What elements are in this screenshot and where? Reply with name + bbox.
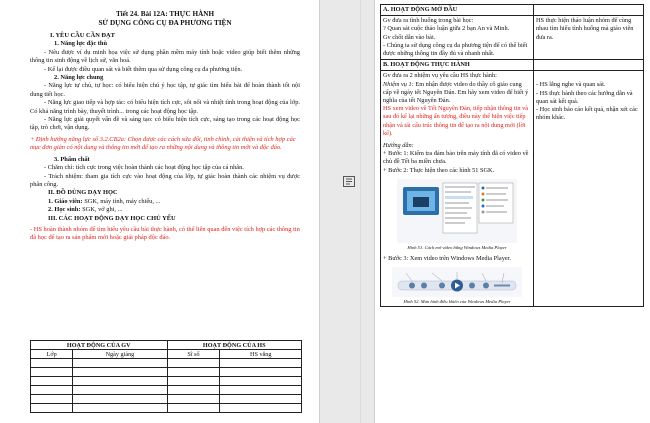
table-row: [31, 377, 302, 386]
task-1-label: Nhiệm vụ 1:: [383, 80, 414, 88]
paragraph: Gv đưa ra 2 nhiệm vụ yêu cầu HS thực hành:: [383, 72, 497, 80]
materials-student-text: SGK, vở ghi, ...: [80, 206, 123, 214]
lesson-title: Tiết 24. Bài 12A: THỰC HÀNH: [115, 10, 215, 18]
task-1-text: Em nhận được video do thầy cô giáo cung cấp về ngày tết Nguyên Đán. Em hãy xem video để biết ý nghĩa của tết Nguyên Đán.: [383, 80, 529, 105]
table-row: [31, 386, 302, 395]
paragraph: - Chăm chỉ: tích cực trong việc hoàn thành các hoạt động học tập của cá nhân.: [44, 164, 244, 172]
paragraph: ? Quan sát cuộc thảo luận giữa 2 bạn An và Minh.: [383, 25, 510, 33]
step-1: + Bước 1: Kiểm tra đảm bảo trên máy tính đã có video về chủ đề Tết ba miền chưa.: [383, 150, 529, 166]
section-b-teacher: [381, 71, 534, 307]
materials-teacher-label: 1. Giáo viên:: [48, 197, 83, 205]
subheading-specific-competence: 1. Năng lực đặc thù: [54, 40, 108, 48]
section-a-student: HS thực hiện thảo luận nhóm để cùng nhau tìm hiểu tình huống mà giáo viên đưa ra.: [534, 16, 644, 60]
section-b-student: [534, 71, 644, 307]
digital-competence-note: + Định hướng năng lực số 3.2.CB2a: Chọn được các cách sửa đổi, tinh chỉnh, cải thiện và tích hợp các mục đơn giản có nội dung và thông tin mới để tạo ra những nội dung và thông tin mới và độc đáo.: [30, 135, 296, 152]
document-page-left: [0, 0, 320, 423]
materials-student-label: 2. Học sinh:: [48, 206, 81, 214]
paragraph: - Trách nhiệm: tham gia tích cực vào hoạt động của lớp, tự giác hoàn thành các nhiệm vụ được phân công.: [30, 172, 300, 188]
table-col-count: Sĩ số: [167, 350, 220, 359]
materials-teacher-text: SGK, máy tính, máy chiếu, ...: [82, 197, 161, 205]
figure-52-image: [392, 267, 522, 297]
section-heading-requirements: I. YÊU CẦU CẦN ĐẠT: [50, 32, 115, 39]
section-heading-materials: II. ĐỒ DÙNG DẠY HỌC: [48, 189, 118, 197]
figure-52-caption: Hình 52. Màn hình điều khiển của Windows Media Player: [403, 299, 511, 305]
section-a-heading: A. HOẠT ĐỘNG MỞ ĐẦU: [381, 5, 534, 16]
table-row: [31, 404, 302, 413]
paragraph: - HS lắng nghe và quan sát.: [536, 81, 606, 89]
step-3: + Bước 3: Xem video trên Windows Media Player.: [383, 254, 511, 262]
paragraph: - Nêu được ví dụ minh họa việc sử dụng phần mềm máy tính hoặc video giúp biết thêm những thông tin sinh động về lịch sử, văn hoá.: [30, 48, 300, 65]
materials-student: [30, 206, 300, 214]
paragraph: Gv chốt dẫn vào bài.: [383, 33, 436, 41]
table-head-teacher: HOẠT ĐỘNG CỦA GV: [31, 341, 168, 350]
step-2: + Bước 2: Thực hiện theo các hình 51 SGK.: [383, 166, 495, 174]
paragraph: - Năng lực giải quyết vấn đề và sáng tạo: có biểu hiện tích cực, sáng tạo trong các hoạt động học tập, trò chơi, vận dụng.: [30, 116, 300, 132]
subheading-general-competence: 2. Năng lực chung: [54, 74, 104, 82]
section-a-teacher: [381, 16, 534, 60]
table-row: [31, 395, 302, 404]
paragraph: - Năng lực giao tiếp và hợp tác: có biểu hiện tích cực, sôi nổi và nhiệt tình trong hoạt động của lớp. Có khả năng trình bày, thuyết trình... trong các hoạt động học tập.: [30, 99, 300, 115]
table-row: [31, 359, 302, 368]
materials-teacher: [30, 198, 300, 206]
guide-heading: Hướng dẫn:: [383, 142, 414, 150]
section-b-heading: B. HOẠT ĐỘNG THỰC HÀNH: [381, 60, 534, 71]
table-head-student: HOẠT ĐỘNG CỦA HS: [167, 341, 302, 350]
table-row: [31, 368, 302, 377]
activities-table: [380, 4, 644, 307]
paragraph: Gv đưa ra tình huống trong bài học:: [383, 17, 474, 25]
paragraph: - Chúng ta sử dụng công cụ đa phương tiện để có thể biết được những thông tin đầy đủ và nhanh nhất.: [383, 41, 528, 58]
activity-note: - HS hoàn thành nhóm để tìm hiểu yêu cầu bài thực hành, có thể liên quan đến việc tích hợp các thông tin đã học để tạo ra sản phẩm mới hoặc giải pháp độc đáo.: [30, 225, 300, 242]
task-1: [383, 81, 531, 106]
figure-51-image: [397, 179, 517, 243]
paragraph: - HS thực hành theo các hướng dẫn và quan sát kết quả.: [536, 89, 633, 105]
paragraph: - Năng lực tự chủ, tự học: có biểu hiện chú ý học tập, tự giác tìm hiểu bài để hoàn thành tốt nội dung tiết học.: [30, 82, 300, 98]
activity-table: [30, 340, 302, 413]
table-col-date: Ngày giảng: [73, 350, 167, 359]
table-col-class: Lớp: [31, 350, 73, 359]
subheading-qualities: 3. Phẩm chất: [54, 155, 90, 163]
paragraph: - Kể lại được điều quan sát và biết thêm qua sử dụng công cụ đa phương tiện.: [44, 65, 243, 73]
section-heading-activities: III. CÁC HOẠT ĐỘNG DẠY HỌC CHỦ YẾU: [48, 214, 176, 222]
comment-list-icon[interactable]: [343, 176, 357, 188]
lesson-plan-body: [30, 10, 300, 243]
paragraph: - Học sinh báo cáo kết quả, nhận xét các nhóm khác.: [536, 106, 638, 122]
lesson-subtitle: SỬ DỤNG CÔNG CỤ ĐA PHƯƠNG TIỆN: [98, 19, 232, 27]
table-col-absent: HS vắng: [220, 350, 302, 359]
page-divider: [360, 0, 361, 423]
figure-51-caption: Hình 51. Cách mở video bằng Windows Media Player: [407, 244, 507, 250]
red-note: HS xem video về Tết Nguyên Đán, tiếp nhận thông tin và sau đó kể lại những ấn tượng, điều này thể hiện việc tiếp nhận và tái cấu trúc thông tin để tạo ra nội dung mới (lời kể).: [383, 105, 529, 137]
